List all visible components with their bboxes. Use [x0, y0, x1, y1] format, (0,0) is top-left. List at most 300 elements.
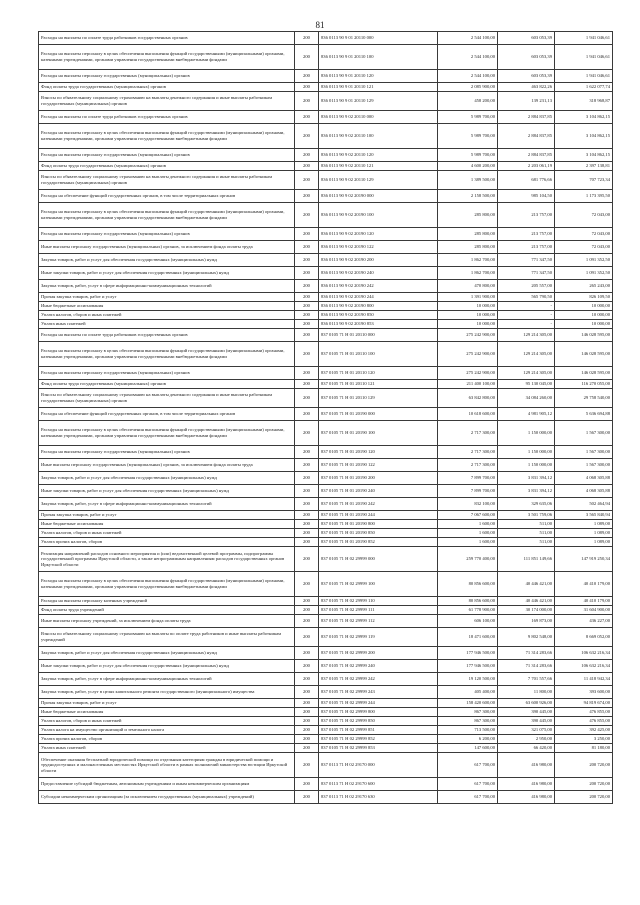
row-executed-cell: 11 800,00 [498, 686, 555, 699]
row-code-cell: 200 [295, 241, 319, 254]
row-executed-cell: 66 420,00 [498, 744, 555, 753]
row-name-cell: Прочая закупка товаров, работ и услуг [39, 511, 295, 520]
table-row [39, 267, 613, 280]
row-classification-cell: 837 0105 71 Н 01 20110 120 [319, 367, 438, 380]
row-executed-cell: 111 851 149,66 [498, 547, 555, 572]
row-executed-cell: 603 053,39 [498, 32, 555, 45]
row-approved-cell: 259 770 400,00 [438, 547, 498, 572]
row-code-cell: 200 [295, 45, 319, 70]
row-name-cell: Иные закупки товаров, работ и услуг для обеспечения государственных (муниципальных) нужд [39, 660, 295, 673]
row-executed-cell: 2 884 837,85 [498, 149, 555, 162]
row-name-cell: Расходы на выплаты персоналу государственных (муниципальных) органов [39, 367, 295, 380]
row-classification-cell: 837 0105 71 Н 02 29999 100 [319, 572, 438, 597]
row-executed-cell: 985 104,50 [498, 190, 555, 203]
row-code-cell: 200 [295, 389, 319, 408]
row-remaining-cell: 1 941 046,61 [555, 45, 613, 70]
row-classification-cell: 837 0105 71 Н 01 20190 800 [319, 520, 438, 529]
row-name-cell: Расходы на выплаты персоналу государственных (муниципальных) органов [39, 446, 295, 459]
table-row [39, 228, 613, 241]
row-name-cell: Взносы по обязательному социальному страхованию на выплаты денежного содержания и иные выплаты работникам государственных (муниципальных) органов [39, 92, 295, 111]
row-executed-cell: 565 790,50 [498, 293, 555, 302]
row-code-cell: 200 [295, 111, 319, 124]
table-row [39, 408, 613, 421]
row-executed-cell: 3 501 759,06 [498, 511, 555, 520]
row-approved-cell: 7 899 700,00 [438, 472, 498, 485]
row-classification-cell: 837 0105 71 Н 01 20110 129 [319, 389, 438, 408]
row-code-cell: 200 [295, 367, 319, 380]
row-code-cell: 200 [295, 171, 319, 190]
row-executed-cell: 321 075,00 [498, 726, 555, 735]
row-classification-cell: 837 0105 71 Н 02 29999 852 [319, 735, 438, 744]
table-row [39, 342, 613, 367]
row-remaining-cell: 147 919 250,34 [555, 547, 613, 572]
row-executed-cell: 40 446 421,00 [498, 597, 555, 606]
row-remaining-cell: 40 410 179,00 [555, 572, 613, 597]
row-code-cell: 200 [295, 511, 319, 520]
row-approved-cell: 867 300,00 [438, 708, 498, 717]
row-classification-cell: 837 0105 71 Н 02 29999 800 [319, 708, 438, 717]
row-classification-cell: 836 0113 90 9 02 20110 100 [319, 124, 438, 149]
row-approved-cell: 1 600,00 [438, 529, 498, 538]
row-name-cell: Расходы на выплаты персоналу государственных (муниципальных) органов [39, 149, 295, 162]
row-name-cell: Закупка товаров, работ и услуг для обеспечения государственных (муниципальных) нужд [39, 647, 295, 660]
row-executed-cell: 213 757,00 [498, 203, 555, 228]
row-approved-cell: 606 100,00 [438, 615, 498, 628]
row-approved-cell: 80 856 600,00 [438, 597, 498, 606]
row-executed-cell: 71 314 283,66 [498, 647, 555, 660]
row-classification-cell: 837 0105 71 Н 02 29999 000 [319, 547, 438, 572]
row-name-cell: Фонд оплаты труда государственных (муниципальных) органов [39, 83, 295, 92]
row-classification-cell: 836 0113 90 9 02 20110 129 [319, 171, 438, 190]
row-classification-cell: 837 0105 71 Н 01 20190 242 [319, 498, 438, 511]
row-executed-cell: 390 445,00 [498, 717, 555, 726]
row-code-cell: 200 [295, 472, 319, 485]
row-classification-cell: 837 0105 71 Н 02 29999 112 [319, 615, 438, 628]
table-row [39, 615, 613, 628]
row-approved-cell: 10 000,00 [438, 320, 498, 329]
table-row [39, 699, 613, 708]
table-row [39, 791, 613, 804]
row-executed-cell: 463 822,26 [498, 83, 555, 92]
row-approved-cell: 285 800,00 [438, 241, 498, 254]
row-executed-cell: 1 150 000,00 [498, 459, 555, 472]
row-code-cell: 200 [295, 753, 319, 778]
table-row [39, 520, 613, 529]
row-executed-cell: 2 884 837,85 [498, 111, 555, 124]
table-row [39, 628, 613, 647]
row-executed-cell: 9 802 548,00 [498, 628, 555, 647]
row-name-cell: Иные закупки товаров, работ и услуг для обеспечения государственных (муниципальных) нужд [39, 267, 295, 280]
row-remaining-cell: 3 565 840,94 [555, 511, 613, 520]
row-classification-cell: 836 0113 90 9 01 20110 120 [319, 70, 438, 83]
row-name-cell: Уплата налогов, сборов и иных платежей [39, 529, 295, 538]
row-executed-cell: - [498, 320, 555, 329]
row-name-cell: Расходы на обеспечение функций государственных органов, в том числе территориальных органов [39, 408, 295, 421]
row-executed-cell: 771 347,50 [498, 254, 555, 267]
row-classification-cell: 837 0105 71 Н 01 20190 850 [319, 529, 438, 538]
row-approved-cell: 2 544 100,00 [438, 70, 498, 83]
row-name-cell: Закупка товаров, работ, услуг в целях капитального ремонта государственного (муниципального) имущества [39, 686, 295, 699]
row-classification-cell: 836 0113 90 9 02 20190 853 [319, 320, 438, 329]
table-row [39, 254, 613, 267]
row-name-cell: Иные бюджетные ассигнования [39, 520, 295, 529]
table-row [39, 717, 613, 726]
table-row [39, 203, 613, 228]
row-remaining-cell: 4 068 305,88 [555, 485, 613, 498]
row-code-cell: 200 [295, 547, 319, 572]
row-approved-cell: 10 000,00 [438, 302, 498, 311]
row-code-cell: 200 [295, 660, 319, 673]
row-name-cell: Уплата иных платежей [39, 744, 295, 753]
row-name-cell: Уплата налогов, сборов и иных платежей [39, 717, 295, 726]
row-code-cell: 200 [295, 320, 319, 329]
row-code-cell: 200 [295, 32, 319, 45]
row-remaining-cell: 436 227,00 [555, 615, 613, 628]
row-name-cell: Иные бюджетные ассигнования [39, 708, 295, 717]
row-name-cell: Расходы на выплаты по оплате труда работников государственных органов [39, 329, 295, 342]
table-row [39, 647, 613, 660]
row-code-cell: 200 [295, 254, 319, 267]
row-approved-cell: 2 158 500,00 [438, 190, 498, 203]
table-row [39, 111, 613, 124]
row-code-cell: 200 [295, 459, 319, 472]
row-code-cell: 200 [295, 686, 319, 699]
row-name-cell: Иные закупки товаров, работ и услуг для обеспечения государственных (муниципальных) нужд [39, 485, 295, 498]
row-executed-cell: 3 831 394,12 [498, 472, 555, 485]
row-remaining-cell: 11 418 942,34 [555, 673, 613, 686]
row-remaining-cell: 81 180,00 [555, 744, 613, 753]
row-classification-cell: 836 0113 90 9 01 20110 121 [319, 83, 438, 92]
budget-table-body [39, 32, 613, 804]
row-name-cell: Уплата иных платежей [39, 320, 295, 329]
row-executed-cell: 95 130 045,00 [498, 380, 555, 389]
row-approved-cell: 19 120 500,00 [438, 673, 498, 686]
table-row [39, 367, 613, 380]
row-name-cell: Расходы на выплаты персоналу государственных (муниципальных) органов [39, 70, 295, 83]
row-classification-cell: 836 0113 90 9 02 20190 242 [319, 280, 438, 293]
row-executed-cell: 1 150 000,00 [498, 446, 555, 459]
row-code-cell: 200 [295, 302, 319, 311]
row-name-cell: Закупка товаров, работ и услуг для обеспечения государственных (муниципальных) нужд [39, 254, 295, 267]
row-name-cell: Расходы на обеспечение функций государственных органов, в том числе территориальных органов [39, 190, 295, 203]
table-row [39, 421, 613, 446]
row-code-cell: 200 [295, 408, 319, 421]
row-approved-cell: 2 717 300,00 [438, 421, 498, 446]
row-classification-cell: 837 0105 71 Н 01 20190 120 [319, 446, 438, 459]
row-code-cell: 200 [295, 70, 319, 83]
row-executed-cell: 771 347,50 [498, 267, 555, 280]
row-name-cell: Фонд оплаты труда учреждений [39, 606, 295, 615]
table-row [39, 547, 613, 572]
row-classification-cell: 836 0113 90 9 01 20110 000 [319, 32, 438, 45]
row-approved-cell: 1 862 700,00 [438, 254, 498, 267]
row-remaining-cell: 94 819 674,00 [555, 699, 613, 708]
table-row [39, 744, 613, 753]
row-executed-cell: 205 557,00 [498, 280, 555, 293]
row-code-cell: 200 [295, 267, 319, 280]
row-classification-cell: 837 0105 71 Н 02 29999 111 [319, 606, 438, 615]
row-name-cell: Закупка товаров, работ, услуг в сфере информационно-коммуникационных технологий [39, 280, 295, 293]
row-name-cell: Реализация направлений расходов основного мероприятия и (или) ведомственной целевой программы, подпрограммы государственной программы Иркутской области, а также непрограммным направлениям расходов государственных органов Иркутской области [39, 547, 295, 572]
table-row [39, 660, 613, 673]
row-remaining-cell: 1 089,00 [555, 538, 613, 547]
row-remaining-cell: 146 028 595,00 [555, 342, 613, 367]
row-approved-cell: 7 067 600,00 [438, 511, 498, 520]
row-remaining-cell: 10 000,00 [555, 302, 613, 311]
row-approved-cell: 80 856 600,00 [438, 572, 498, 597]
row-approved-cell: 158 420 600,00 [438, 699, 498, 708]
table-row [39, 572, 613, 597]
row-remaining-cell: 393 600,00 [555, 686, 613, 699]
row-classification-cell: 837 0105 71 Н 01 20190 000 [319, 408, 438, 421]
row-name-cell: Иные выплаты персоналу государственных (муниципальных) органов, за исключением фонда оплаты труда [39, 241, 295, 254]
row-classification-cell: 837 0105 71 Н 02 29999 110 [319, 597, 438, 606]
row-remaining-cell: 1 089,00 [555, 529, 613, 538]
row-executed-cell: 3 831 394,12 [498, 485, 555, 498]
row-approved-cell: 147 600,00 [438, 744, 498, 753]
row-approved-cell: 458 200,00 [438, 92, 498, 111]
row-executed-cell: - [498, 302, 555, 311]
row-remaining-cell: 72 043,00 [555, 228, 613, 241]
row-name-cell: Закупка товаров, работ, услуг в сфере информационно-коммуникационных технологий [39, 498, 295, 511]
row-code-cell: 200 [295, 203, 319, 228]
row-remaining-cell: 1 173 395,50 [555, 190, 613, 203]
row-remaining-cell: 1 567 300,00 [555, 459, 613, 472]
row-classification-cell: 837 0105 71 Н 01 20110 121 [319, 380, 438, 389]
row-name-cell: Уплата прочих налогов, сборов [39, 735, 295, 744]
row-remaining-cell: 200 720,00 [555, 778, 613, 791]
row-remaining-cell: 1 567 300,00 [555, 421, 613, 446]
table-row [39, 162, 613, 171]
row-code-cell: 200 [295, 744, 319, 753]
row-name-cell: Уплата налогов, сборов и иных платежей [39, 311, 295, 320]
table-row [39, 329, 613, 342]
row-name-cell: Прочая закупка товаров, работ и услуг [39, 699, 295, 708]
row-executed-cell: 511,00 [498, 520, 555, 529]
row-executed-cell: 603 053,39 [498, 45, 555, 70]
row-classification-cell: 836 0113 90 9 02 20190 120 [319, 228, 438, 241]
row-executed-cell: 30 174 000,00 [498, 606, 555, 615]
row-approved-cell: 617 700,00 [438, 791, 498, 804]
row-classification-cell: 836 0113 90 9 01 20110 129 [319, 92, 438, 111]
row-remaining-cell: 200 720,00 [555, 753, 613, 778]
row-remaining-cell: 707 723,34 [555, 171, 613, 190]
row-executed-cell: 129 214 305,00 [498, 342, 555, 367]
row-remaining-cell: 3 104 862,15 [555, 111, 613, 124]
row-code-cell: 200 [295, 498, 319, 511]
table-row [39, 511, 613, 520]
row-approved-cell: 832 100,00 [438, 498, 498, 511]
row-approved-cell: 275 242 900,00 [438, 329, 498, 342]
row-name-cell: Закупка товаров, работ и услуг для обеспечения государственных (муниципальных) нужд [39, 472, 295, 485]
row-approved-cell: 2 544 100,00 [438, 32, 498, 45]
row-code-cell: 200 [295, 572, 319, 597]
row-approved-cell: 7 899 700,00 [438, 485, 498, 498]
row-approved-cell: 211 400 100,00 [438, 380, 498, 389]
row-approved-cell: 5 989 700,00 [438, 111, 498, 124]
row-executed-cell: 390 445,00 [498, 708, 555, 717]
row-code-cell: 200 [295, 380, 319, 389]
row-approved-cell: 285 800,00 [438, 228, 498, 241]
row-name-cell: Расходы на выплаты персоналу в целях обеспечения выполнения функций государственными (муниципальными) органами, казенными учреждениями, органами управления государственными внебюджетными фондами [39, 45, 295, 70]
row-classification-cell: 837 0105 71 Н 02 29999 119 [319, 628, 438, 647]
row-name-cell: Взносы по обязательному социальному страхованию на выплаты по оплате труда работников и иные выплаты работникам учреждений [39, 628, 295, 647]
row-approved-cell: 867 300,00 [438, 717, 498, 726]
row-remaining-cell: 392 425,00 [555, 726, 613, 735]
row-classification-cell: 837 0105 71 Н 01 20190 122 [319, 459, 438, 472]
row-approved-cell: 2 085 900,00 [438, 83, 498, 92]
row-remaining-cell: 3 104 862,15 [555, 149, 613, 162]
table-row [39, 459, 613, 472]
row-code-cell: 200 [295, 293, 319, 302]
row-executed-cell: 139 231,13 [498, 92, 555, 111]
row-approved-cell: 1 862 700,00 [438, 267, 498, 280]
table-row [39, 597, 613, 606]
row-approved-cell: 5 989 700,00 [438, 149, 498, 162]
row-approved-cell: 405 400,00 [438, 686, 498, 699]
row-name-cell: Расходы на выплаты персоналу в целях обеспечения выполнения функций государственными (муниципальными) органами, казенными учреждениями, органами управления государственными внебюджетными фондами [39, 342, 295, 367]
row-classification-cell: 837 0105 71 Н 01 20190 240 [319, 485, 438, 498]
row-remaining-cell: 72 043,00 [555, 203, 613, 228]
table-row [39, 708, 613, 717]
row-approved-cell: 617 700,00 [438, 778, 498, 791]
row-classification-cell: 837 0113 71 Н 02 29170 630 [319, 791, 438, 804]
budget-table [38, 31, 613, 804]
row-code-cell: 200 [295, 778, 319, 791]
row-code-cell: 200 [295, 717, 319, 726]
row-executed-cell: 4 981 905,12 [498, 408, 555, 421]
row-classification-cell: 837 0105 71 Н 02 29999 850 [319, 717, 438, 726]
table-row [39, 171, 613, 190]
row-name-cell: Фонд оплаты труда государственных (муниципальных) органов [39, 380, 295, 389]
row-remaining-cell: 1 091 352,50 [555, 267, 613, 280]
row-approved-cell: 5 989 700,00 [438, 124, 498, 149]
row-approved-cell: 61 778 900,00 [438, 606, 498, 615]
row-code-cell: 200 [295, 124, 319, 149]
row-name-cell: Субсидии некоммерческим организациям (за исключением государственных (муниципальных) учреждений) [39, 791, 295, 804]
row-code-cell: 200 [295, 280, 319, 293]
row-name-cell: Иные выплаты персоналу учреждений, за исключением фонда оплаты труда [39, 615, 295, 628]
table-row [39, 485, 613, 498]
row-code-cell: 200 [295, 329, 319, 342]
row-remaining-cell: 1 941 046,61 [555, 70, 613, 83]
row-approved-cell: 2 717 300,00 [438, 446, 498, 459]
row-remaining-cell: 106 632 216,34 [555, 660, 613, 673]
row-classification-cell: 836 0113 90 9 02 20190 240 [319, 267, 438, 280]
row-approved-cell: 1 389 500,00 [438, 171, 498, 190]
row-executed-cell: 329 635,06 [498, 498, 555, 511]
table-row [39, 280, 613, 293]
row-classification-cell: 837 0113 71 Н 02 29170 000 [319, 753, 438, 778]
row-code-cell: 200 [295, 699, 319, 708]
row-executed-cell: 129 214 305,00 [498, 329, 555, 342]
row-classification-cell: 837 0105 71 Н 02 29999 242 [319, 673, 438, 686]
row-approved-cell: 2 717 300,00 [438, 459, 498, 472]
row-executed-cell: 603 053,39 [498, 70, 555, 83]
row-classification-cell: 836 0113 90 9 02 20190 800 [319, 302, 438, 311]
table-row [39, 529, 613, 538]
row-code-cell: 200 [295, 342, 319, 367]
table-row [39, 735, 613, 744]
row-classification-cell: 837 0105 71 Н 02 29999 853 [319, 744, 438, 753]
row-code-cell: 200 [295, 83, 319, 92]
row-classification-cell: 837 0105 71 Н 02 29999 851 [319, 726, 438, 735]
table-row [39, 293, 613, 302]
row-classification-cell: 837 0105 71 Н 02 29999 244 [319, 699, 438, 708]
table-row [39, 726, 613, 735]
row-name-cell: Расходы на выплаты по оплате труда работников государственных органов [39, 111, 295, 124]
table-row [39, 83, 613, 92]
row-approved-cell: 285 800,00 [438, 203, 498, 228]
row-approved-cell: 177 946 500,00 [438, 660, 498, 673]
row-classification-cell: 837 0105 71 Н 01 20110 100 [319, 342, 438, 367]
row-executed-cell: 681 776,66 [498, 171, 555, 190]
row-classification-cell: 836 0113 90 9 02 20190 850 [319, 311, 438, 320]
table-row [39, 320, 613, 329]
row-remaining-cell: 3 104 862,15 [555, 124, 613, 149]
row-executed-cell: 7 701 557,66 [498, 673, 555, 686]
row-executed-cell: 129 214 305,00 [498, 367, 555, 380]
row-code-cell: 200 [295, 597, 319, 606]
table-row [39, 124, 613, 149]
table-row [39, 686, 613, 699]
row-code-cell: 200 [295, 228, 319, 241]
row-remaining-cell: 1 091 352,50 [555, 254, 613, 267]
row-name-cell: Расходы на выплаты персоналу государственных (муниципальных) органов [39, 228, 295, 241]
table-row [39, 311, 613, 320]
row-classification-cell: 836 0113 90 9 02 20190 100 [319, 203, 438, 228]
table-row [39, 778, 613, 791]
row-code-cell: 200 [295, 162, 319, 171]
row-remaining-cell: 31 604 900,00 [555, 606, 613, 615]
row-code-cell: 200 [295, 529, 319, 538]
row-classification-cell: 836 0113 90 9 01 20110 100 [319, 45, 438, 70]
row-classification-cell: 836 0113 90 9 02 20190 244 [319, 293, 438, 302]
row-approved-cell: 6 200,00 [438, 735, 498, 744]
row-remaining-cell: 1 089,00 [555, 520, 613, 529]
row-remaining-cell: 72 043,00 [555, 241, 613, 254]
table-row [39, 472, 613, 485]
row-name-cell: Расходы на выплаты персоналу в целях обеспечения выполнения функций государственными (муниципальными) органами, казенными учреждениями, органами управления государственными внебюджетными фондами [39, 421, 295, 446]
row-code-cell: 200 [295, 538, 319, 547]
row-approved-cell: 1 600,00 [438, 520, 498, 529]
row-executed-cell: 71 314 283,66 [498, 660, 555, 673]
row-classification-cell: 837 0105 71 Н 02 29999 240 [319, 660, 438, 673]
row-remaining-cell: 265 243,00 [555, 280, 613, 293]
row-code-cell: 200 [295, 421, 319, 446]
row-approved-cell: 18 471 600,00 [438, 628, 498, 647]
row-name-cell: Расходы на выплаты по оплате труда работников государственных органов [39, 32, 295, 45]
row-code-cell: 200 [295, 485, 319, 498]
row-name-cell: Расходы на выплаты персоналу в целях обеспечения выполнения функций государственными (муниципальными) органами, казенными учреждениями, органами управления государственными внебюджетными фондами [39, 124, 295, 149]
row-code-cell: 200 [295, 311, 319, 320]
row-remaining-cell: 5 636 694,88 [555, 408, 613, 421]
row-classification-cell: 837 0105 71 Н 01 20110 000 [319, 329, 438, 342]
table-row [39, 45, 613, 70]
row-executed-cell: 213 757,00 [498, 241, 555, 254]
row-remaining-cell: 10 000,00 [555, 311, 613, 320]
row-name-cell: Расходы на выплаты персоналу в целях обеспечения выполнения функций государственными (муниципальными) органами, казенными учреждениями, органами управления государственными внебюджетными фондами [39, 572, 295, 597]
row-approved-cell: 1 600,00 [438, 538, 498, 547]
row-name-cell: Закупка товаров, работ, услуг в сфере информационно-коммуникационных технологий [39, 673, 295, 686]
row-name-cell: Обеспечение оказания бесплатной юридической помощи по отдельным категориям граждан в юридической помощи и труднодоступных и малонаселенных местностях Иркутской области в рамках полномочий министерства юстиции Иркутской области [39, 753, 295, 778]
row-approved-cell: 63 842 800,00 [438, 389, 498, 408]
table-row [39, 190, 613, 203]
row-classification-cell: 837 0105 71 Н 01 20190 100 [319, 421, 438, 446]
row-executed-cell: 34 084 260,00 [498, 389, 555, 408]
row-code-cell: 200 [295, 92, 319, 111]
row-remaining-cell: 826 109,50 [555, 293, 613, 302]
